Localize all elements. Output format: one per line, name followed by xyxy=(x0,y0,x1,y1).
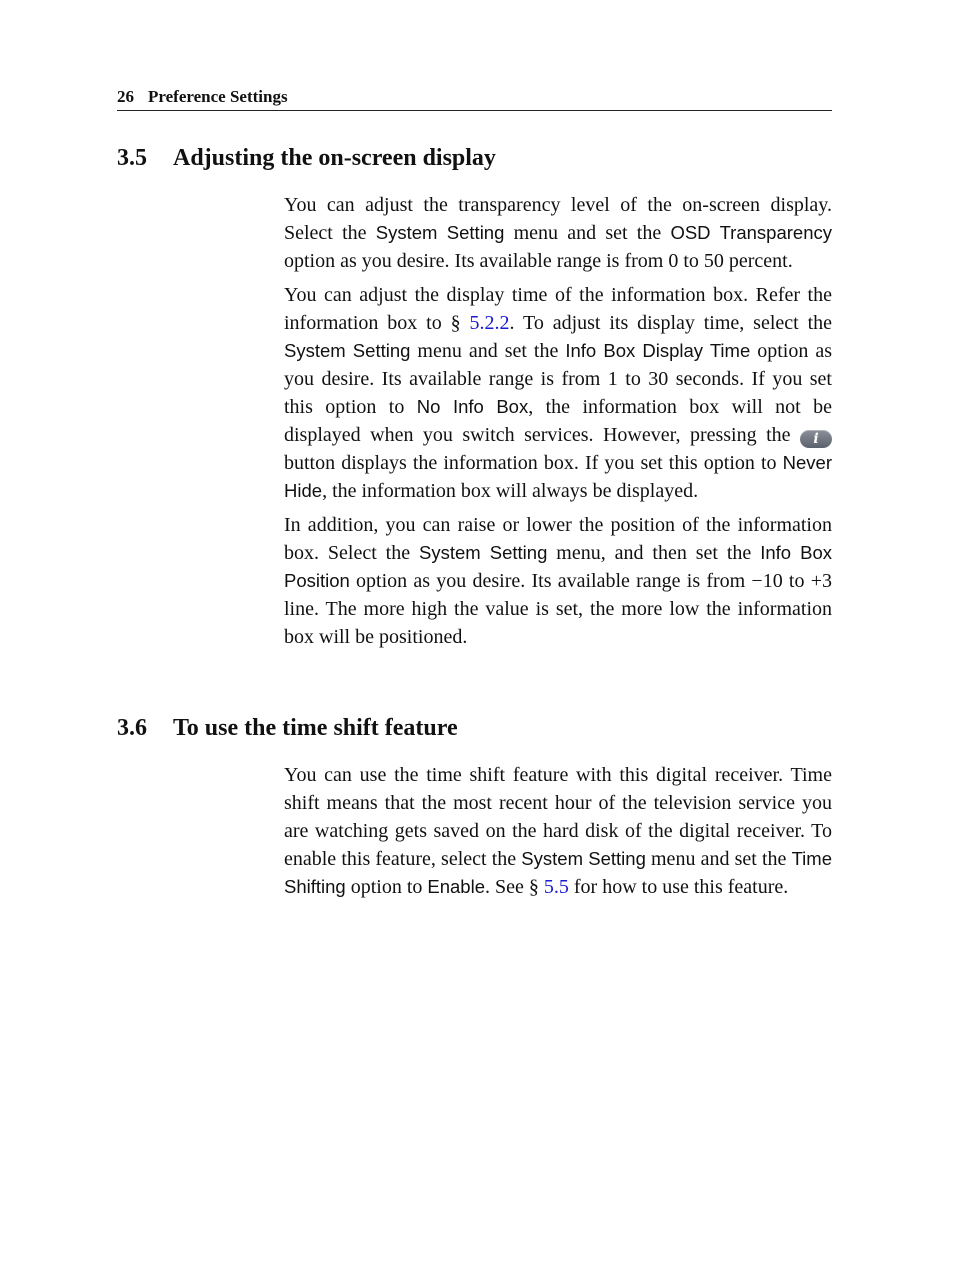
section-3-6-body xyxy=(284,761,832,901)
section-title: Adjusting the on-screen display xyxy=(173,145,496,171)
menu-name: System Setting xyxy=(284,340,411,361)
text: , the information box will not be displayed when you switch services. However, pressing the xyxy=(284,396,833,446)
menu-name: System Setting xyxy=(419,542,548,563)
running-head xyxy=(117,86,832,111)
running-head-title: Preference Settings xyxy=(148,87,288,106)
section-3-5-body xyxy=(284,191,832,651)
text: for how to use this feature. xyxy=(568,876,789,898)
paragraph-osd-transparency xyxy=(284,191,832,275)
option-value: No Info Box xyxy=(416,396,529,417)
cross-reference-link[interactable]: 5.2.2 xyxy=(469,312,510,334)
text: option as you desire. Its available range is from 0 to 50 percent. xyxy=(284,250,793,272)
section-number: 3.5 xyxy=(117,145,147,171)
section-heading-3-5 xyxy=(117,143,496,173)
section-heading-3-6 xyxy=(117,713,458,743)
option-name: Info Box Position xyxy=(284,542,832,591)
menu-name: System Setting xyxy=(521,848,646,869)
option-value: Enable xyxy=(427,876,485,897)
text: . To adjust its display time, select the xyxy=(509,312,832,334)
paragraph-info-box-position xyxy=(284,511,832,651)
text: , the information box will always be displayed. xyxy=(322,480,699,502)
text: menu and set the xyxy=(645,848,792,870)
text: You can adjust the transparency level of the on-screen display. Select the xyxy=(284,194,832,244)
info-button-icon: i xyxy=(800,430,832,448)
text: menu, and then set the xyxy=(547,542,761,564)
text: option as you desire. Its available range is from −10 to +3 line. The more high the value is set, the more low the information box will be positioned. xyxy=(284,570,832,648)
text: option to xyxy=(345,876,428,898)
section-number: 3.6 xyxy=(117,715,147,741)
text: In addition, you can raise or lower the position of the information box. Select the xyxy=(284,514,832,564)
text: . See § xyxy=(485,876,544,898)
paragraph-info-box-display-time xyxy=(284,281,832,505)
option-name: OSD Transparency xyxy=(670,222,832,243)
text: option as you desire. Its available range is from 1 to 30 seconds. If you set this option to xyxy=(284,340,833,418)
paragraph-time-shift xyxy=(284,761,832,901)
menu-name: System Setting xyxy=(375,222,505,243)
page-number: 26 xyxy=(117,87,134,106)
section-title: To use the time shift feature xyxy=(173,715,458,741)
cross-reference-link[interactable]: 5.5 xyxy=(543,876,569,898)
text: menu and set the xyxy=(504,222,671,244)
text: menu and set the xyxy=(410,340,566,362)
text: You can use the time shift feature with this digital receiver. Time shift means that the most recent hour of the television service you are watching gets saved on the hard disk of the digital receiver. To enable this feature, select the xyxy=(284,764,832,870)
option-name: Info Box Display Time xyxy=(565,340,751,361)
option-name: Time Shifting xyxy=(284,848,832,897)
text: button displays the information box. If you set this option to xyxy=(284,452,783,474)
option-value: Never Hide xyxy=(284,452,832,501)
text: You can adjust the display time of the information box. Refer the information box to § xyxy=(284,284,832,334)
